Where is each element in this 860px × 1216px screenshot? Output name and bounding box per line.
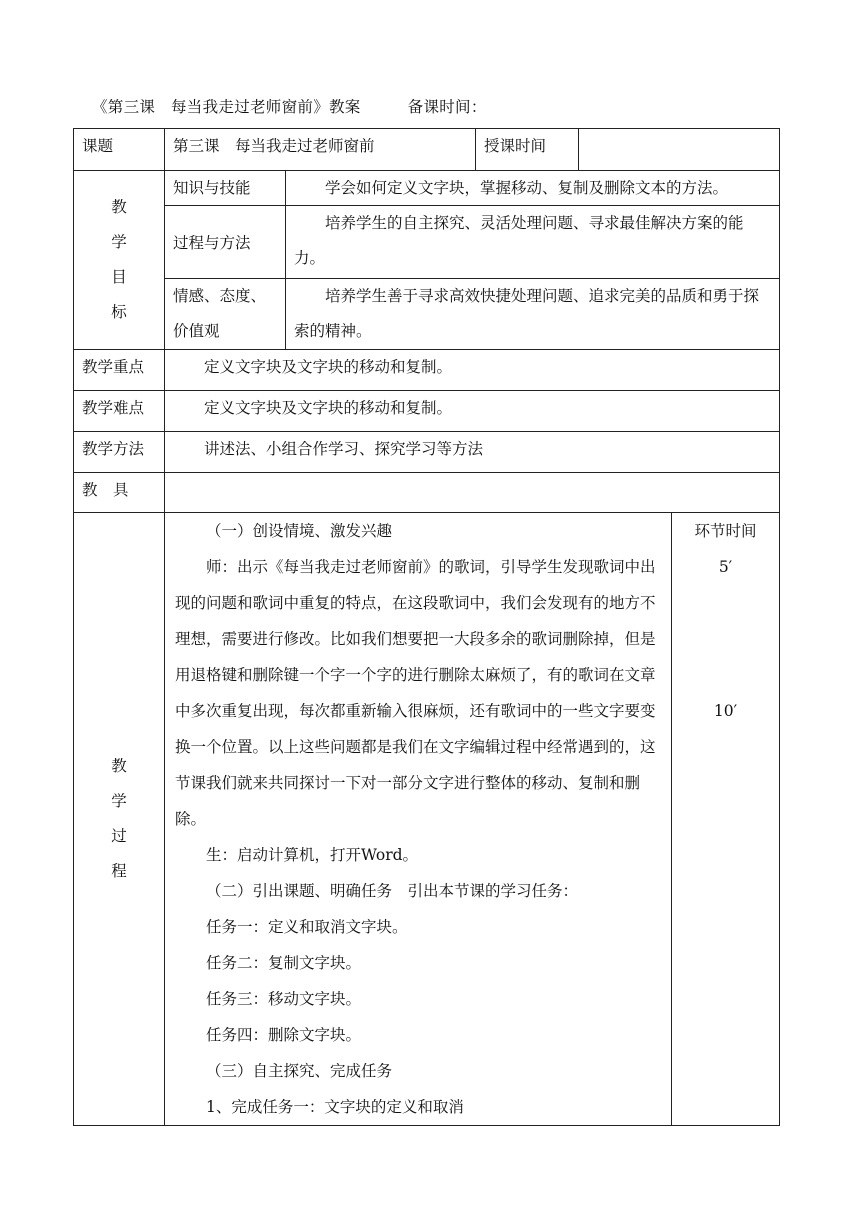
process-section-2: （二）引出课题、明确任务 引出本节课的学习任务： bbox=[206, 882, 579, 900]
key-points-row bbox=[74, 350, 780, 391]
segment-time-label: 环节时间 bbox=[694, 522, 757, 540]
difficulties-label: 教学难点 bbox=[74, 391, 165, 432]
methods-label: 教学方法 bbox=[74, 432, 165, 473]
process-section-3: （三）自主探究、完成任务 bbox=[206, 1062, 393, 1080]
tools-row bbox=[74, 473, 780, 513]
process-row bbox=[74, 513, 780, 1126]
segment-time-column bbox=[672, 513, 780, 1126]
process-student-text: 生：启动计算机，打开Word。 bbox=[206, 846, 419, 864]
document-title-line bbox=[92, 95, 487, 117]
methods-row bbox=[74, 432, 780, 473]
topic-label: 课题 bbox=[74, 129, 165, 171]
task-2: 任务二：复制文字块。 bbox=[206, 954, 362, 972]
goal-text-process: 培养学生的自主探究、灵活处理问题、寻求最佳解决方案的能力。 bbox=[286, 206, 780, 279]
goal-label-process: 过程与方法 bbox=[165, 206, 286, 279]
topic-value: 第三课 每当我走过老师窗前 bbox=[165, 129, 476, 171]
goal-label-attitude: 情感、态度、价值观 bbox=[165, 279, 286, 350]
tools-text bbox=[165, 473, 780, 513]
segment-time-2: 10′ bbox=[713, 702, 738, 720]
topic-row bbox=[74, 129, 780, 171]
process-content bbox=[165, 513, 672, 1126]
tools-label: 教 具 bbox=[74, 473, 165, 513]
methods-text: 讲述法、小组合作学习、探究学习等方法 bbox=[165, 432, 780, 473]
key-points-text: 定义文字块及文字块的移动和复制。 bbox=[165, 350, 780, 391]
difficulties-text: 定义文字块及文字块的移动和复制。 bbox=[165, 391, 780, 432]
segment-time-1: 5′ bbox=[718, 558, 733, 576]
goal-text-attitude: 培养学生善于寻求高效快捷处理问题、追求完美的品质和勇于探索的精神。 bbox=[286, 279, 780, 350]
process-step-1: 1、完成任务一：文字块的定义和取消 bbox=[206, 1098, 464, 1116]
goal-text-knowledge: 学会如何定义文字块，掌握移动、复制及删除文本的方法。 bbox=[286, 171, 780, 206]
prep-time-label: 备课时间： bbox=[407, 98, 487, 116]
process-label: 教 学 过 程 bbox=[74, 513, 165, 1126]
goals-label: 教 学 目 标 bbox=[74, 171, 165, 350]
lesson-plan-table bbox=[73, 128, 780, 1126]
difficulties-row bbox=[74, 391, 780, 432]
process-teacher-text: 师：出示《每当我走过老师窗前》的歌词，引导学生发现歌词中出现的问题和歌词中重复的特点，在这段歌词中，我们会发现有的地方不理想，需要进行修改。比如我们想要把一大段多余的歌词删除掉，但是用退格键和删除键一个字一个字的进行删除太麻烦了，有的歌词在文章中多次重复出现，每次都重新输入很麻烦，还有歌词中的一些文字要变换一个位置。以上这些问题都是我们在文字编辑过程中经常遇到的，这节课我们就来共同探讨一下对一部分文字进行整体的移动、复制和删除。 bbox=[175, 558, 656, 828]
goal-label-knowledge: 知识与技能 bbox=[165, 171, 286, 206]
process-section-1: （一）创设情境、激发兴趣 bbox=[206, 522, 393, 540]
task-4: 任务四：删除文字块。 bbox=[206, 1026, 362, 1044]
class-time-label: 授课时间 bbox=[476, 129, 579, 171]
lesson-title: 《第三课 每当我走过老师窗前》教案 bbox=[92, 98, 361, 116]
goal-row-process bbox=[74, 206, 780, 279]
key-points-label: 教学重点 bbox=[74, 350, 165, 391]
goal-row-attitude bbox=[74, 279, 780, 350]
task-3: 任务三：移动文字块。 bbox=[206, 990, 362, 1008]
goal-row-knowledge bbox=[74, 171, 780, 206]
task-1: 任务一：定义和取消文字块。 bbox=[206, 918, 408, 936]
class-time-value bbox=[579, 129, 780, 171]
